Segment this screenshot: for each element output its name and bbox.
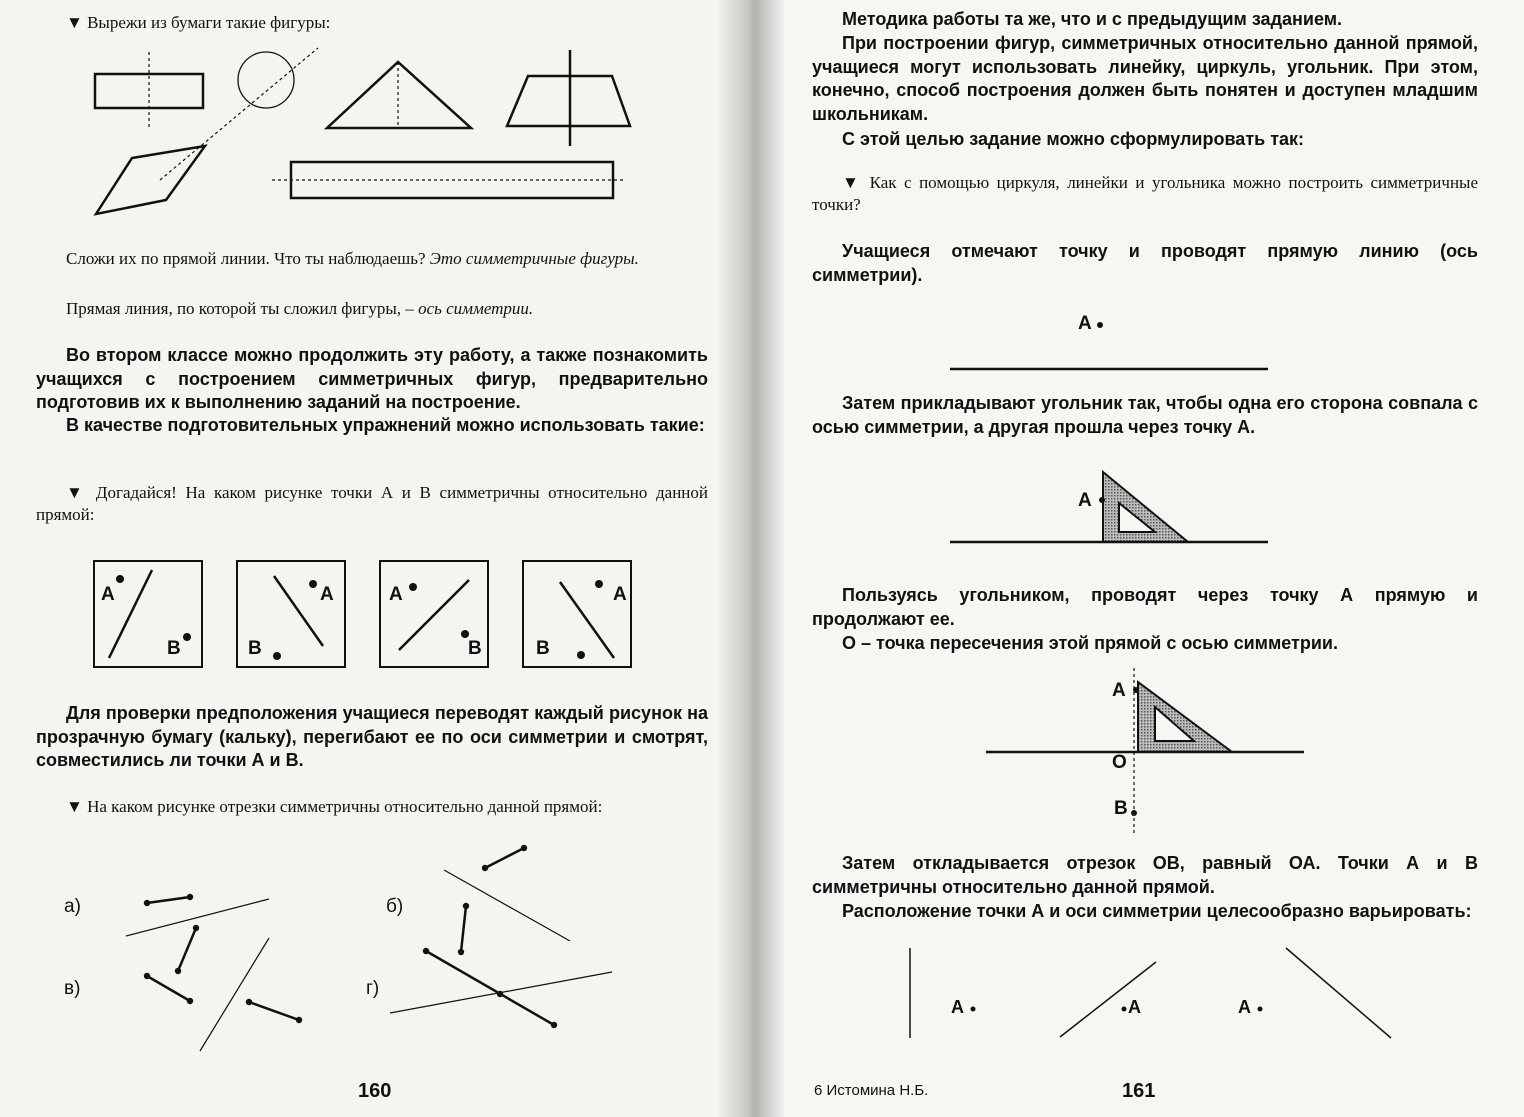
paragraph-method: Методика работы та же, что и с предыдущим заданием. bbox=[842, 9, 1343, 29]
point-b-label: B bbox=[468, 638, 482, 659]
task-text: Как с помощью циркуля, линейки и угольника можно построить симметричные точки? bbox=[812, 173, 1479, 214]
task-text: Догадайся! На каком рисунке точки А и В симметричны относительно данной прямой: bbox=[36, 483, 709, 524]
task-marker: ▼ bbox=[66, 483, 88, 502]
paragraph-construction-tools: При построении фигур, симметричных относительно данной прямой, учащиеся могут использовать линейку, циркуль, угольник. При этом, конечно, способ построения должен быть понятен и доступен младшим школьникам. bbox=[812, 33, 1478, 124]
circle-figure bbox=[238, 52, 294, 108]
left-page bbox=[0, 0, 748, 1117]
diagonal-axis bbox=[160, 48, 318, 180]
point-b-label: B bbox=[536, 638, 550, 659]
point-a-label: А bbox=[1112, 680, 1126, 701]
page-number: 160 bbox=[358, 1080, 392, 1102]
paragraph-draw-line: Пользуясь угольником, проводят через точку А прямую и продолжают ее. bbox=[812, 585, 1478, 629]
segment-label-d: г) bbox=[366, 978, 380, 999]
point-b-label: В bbox=[1114, 798, 1128, 819]
position-variations-diagram bbox=[748, 0, 1524, 1117]
task-symmetric-segments bbox=[36, 796, 708, 818]
paragraph-preparatory: В качестве подготовительных упражнений можно использовать такие: bbox=[66, 415, 705, 435]
paragraph-intersection: О – точка пересечения этой прямой с осью симметрии. bbox=[842, 633, 1338, 653]
point-b-label: B bbox=[248, 638, 262, 659]
point-a-label: А bbox=[951, 997, 964, 1017]
point-o-label: О bbox=[1112, 752, 1127, 773]
task-text: На каком рисунке отрезки симметричны относительно данной прямой: bbox=[87, 797, 603, 816]
paragraph-vary-position: Расположение точки А и оси симметрии целесообразно варьировать: bbox=[842, 901, 1472, 921]
point-a-label: А bbox=[1128, 997, 1141, 1017]
segment-label-c: в) bbox=[64, 978, 81, 999]
paragraph-formulation: С этой целью задание можно сформулировать так: bbox=[842, 129, 1305, 149]
points-box-4 bbox=[522, 560, 632, 668]
point-a-label: A bbox=[101, 584, 115, 605]
right-page bbox=[748, 0, 1524, 1117]
paragraph-apply-square: Затем прикладывают угольник так, чтобы одна его сторона совпала с осью симметрии, а другая прошла через точку А. bbox=[812, 393, 1478, 437]
point-a-label: A bbox=[320, 584, 334, 605]
paragraph-tracing-paper: Для проверки предположения учащиеся переводят каждый рисунок на прозрачную бумагу (кальку), перегибают ее по оси симметрии и смотрят, совместились ли точки А и В. bbox=[36, 703, 708, 770]
axis-text-plain: Прямая линия, по которой ты сложил фигуры, – bbox=[66, 299, 419, 318]
cut-figures-diagram bbox=[0, 0, 748, 240]
paragraph-second-grade: Во втором классе можно продолжить эту работу, а также познакомить учащихся с построением симметричных фигур, предварительно подготовив их к выполнению заданий на построение. bbox=[36, 345, 708, 412]
task-marker: ▼ bbox=[842, 173, 863, 192]
point-a-label: A bbox=[613, 584, 627, 605]
fold-text-italic: Это симметричные фигуры. bbox=[429, 249, 639, 268]
task-marker: ▼ bbox=[66, 13, 83, 32]
axis-text-italic: ось симметрии. bbox=[418, 299, 534, 318]
page-number: 161 bbox=[1122, 1080, 1156, 1102]
task-marker: ▼ bbox=[66, 797, 83, 816]
trapezoid-figure bbox=[507, 76, 630, 126]
paragraph-segment-ob: Затем откладывается отрезок ОВ, равный ОА. Точки А и В симметричны относительно данной прямой. bbox=[812, 853, 1478, 897]
point-a-label: А bbox=[1238, 997, 1251, 1017]
segments-diagram bbox=[0, 830, 748, 1070]
fold-instruction-2 bbox=[66, 298, 708, 320]
segment-label-b: б) bbox=[386, 896, 404, 917]
book-spine-shadow bbox=[716, 0, 786, 1117]
footer-author: 6 Истомина Н.Б. bbox=[814, 1082, 929, 1099]
paragraph-mark-point: Учащиеся отмечают точку и проводят прямую линию (ось симметрии). bbox=[812, 241, 1478, 285]
points-box-2 bbox=[236, 560, 346, 668]
triangle-figure bbox=[327, 62, 471, 128]
points-box-3 bbox=[379, 560, 489, 668]
point-a-label: А bbox=[1078, 313, 1092, 334]
fold-instruction-1 bbox=[66, 248, 708, 270]
point-b-label: B bbox=[167, 638, 181, 659]
point-a-label: А bbox=[1078, 490, 1092, 511]
fold-text-plain: Сложи их по прямой линии. Что ты наблюдаешь? bbox=[66, 249, 430, 268]
points-box-1 bbox=[93, 560, 203, 668]
segment-label-a: а) bbox=[64, 896, 81, 917]
task-guess-points bbox=[36, 482, 708, 526]
task-text: Вырежи из бумаги такие фигуры: bbox=[87, 13, 331, 32]
points-box-1-diagram bbox=[95, 562, 205, 670]
point-a-label: A bbox=[389, 584, 403, 605]
